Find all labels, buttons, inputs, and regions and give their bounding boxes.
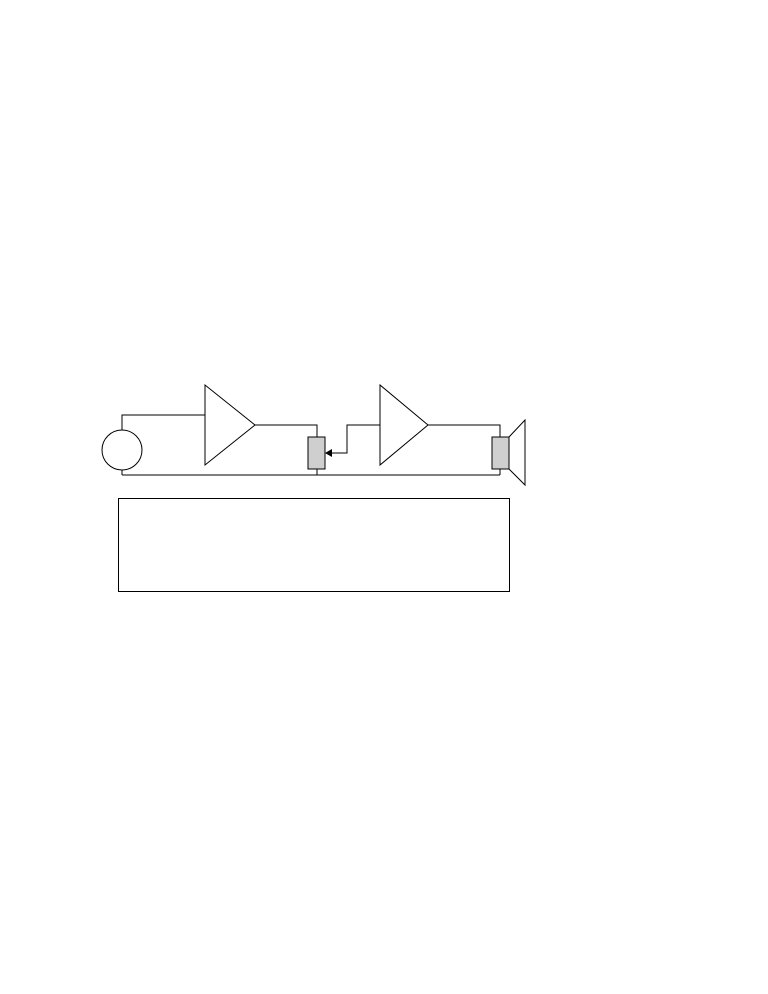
wire-source-top: [122, 415, 205, 430]
wire-wiper: [332, 425, 380, 453]
wire-preamp-out: [255, 425, 317, 437]
circuit-diagram: [95, 380, 615, 495]
speaker-body: [492, 437, 509, 469]
source-symbol: [102, 430, 142, 470]
specs-box: [118, 498, 510, 592]
preamp-triangle: [205, 385, 255, 465]
wire-final-out: [428, 425, 500, 437]
final-triangle: [380, 385, 428, 465]
potentiometer: [308, 437, 325, 469]
questions-bottom: [73, 603, 703, 605]
wiper-arrow: [325, 449, 332, 457]
speaker-cone: [509, 420, 525, 485]
